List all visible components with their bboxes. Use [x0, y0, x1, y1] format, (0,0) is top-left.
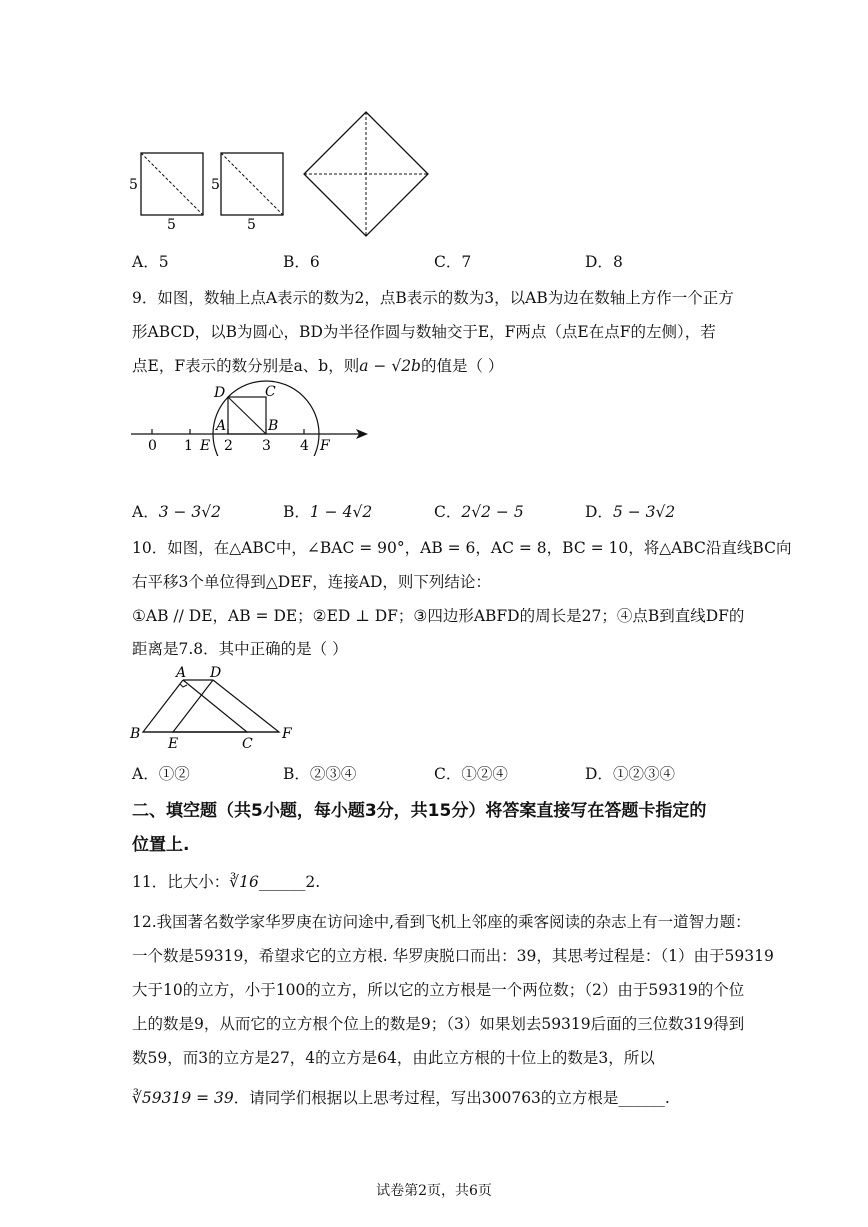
q9-tick-0: 0	[148, 438, 157, 454]
q9-label-d: D	[214, 385, 226, 401]
q8-square-1	[141, 153, 203, 215]
q10-line-4: 距离是7.8．其中正确的是（ ）	[132, 640, 348, 658]
q10-line-3: ①AB // DE，AB = DE；②ED ⊥ DF；③四边形ABFD的周长是27；④点B到直线DF的	[132, 607, 745, 625]
q9-option-a[interactable]: A．3 − 3√2	[132, 503, 222, 521]
q9-label-f: F	[320, 438, 330, 454]
q8-square-1-side-bottom: 5	[167, 217, 176, 233]
q10-label-f: F	[282, 726, 292, 742]
q10-line-1: 10．如图，在△ABC中，∠BAC = 90°，AB = 6，AC = 8，BC = 10，将△ABC沿直线BC向	[132, 539, 792, 557]
q9-figure	[125, 378, 375, 456]
section-2-heading-line-2: 位置上.	[132, 835, 190, 855]
q8-square-1-side-left: 5	[129, 177, 138, 193]
q9-tick-3: 3	[262, 438, 271, 454]
q8-option-b[interactable]: B．6	[283, 253, 320, 271]
q12-line-6	[132, 1086, 670, 1108]
q9-label-b: B	[268, 418, 279, 434]
q8-option-d[interactable]: D．8	[585, 253, 623, 271]
q9-tick-1: 1	[184, 438, 193, 454]
q9-option-d[interactable]: D．5 − 3√2	[585, 503, 676, 521]
q10-option-c[interactable]: C．①②④	[434, 765, 508, 783]
q11-line	[132, 870, 320, 892]
q10-figure	[125, 662, 305, 752]
q9-label-c: C	[265, 384, 276, 400]
q9-tick-4: 4	[300, 438, 309, 454]
q8-square-2-side-bottom: 5	[247, 217, 256, 233]
q9-label-a: A	[216, 418, 227, 434]
q8-option-c[interactable]: C．7	[434, 253, 472, 271]
q10-label-c: C	[242, 736, 253, 752]
q9-diagonal-bd	[228, 397, 266, 434]
q12-line-3: 大于10的立方，小于100的立方，所以它的立方根是一个两位数；（2）由于59319的个位	[132, 981, 745, 999]
q9-option-c[interactable]: C．2√2 − 5	[434, 503, 524, 521]
q10-line-2: 右平移3个单位得到△DEF，连接AD，则下列结论：	[132, 573, 491, 591]
q9-line-3	[132, 354, 503, 376]
q9-option-b[interactable]: B．1 − 4√2	[283, 503, 373, 521]
q9-label-e: E	[200, 438, 211, 454]
q9-tick-2: 2	[224, 438, 233, 454]
q9-line-3-b: 的值是（ ）	[420, 357, 504, 375]
q8-square-2-side-left: 5	[211, 177, 220, 193]
q10-option-d[interactable]: D．①②③④	[585, 765, 675, 783]
q10-option-a[interactable]: A．①②	[132, 765, 190, 783]
q12-cube-root-expression: ∛59319 = 39	[132, 1089, 234, 1107]
q12-line-4: 上的数是9，从而它的立方根个位上的数是9；（3）如果划去59319后面的三位数319得到	[132, 1015, 745, 1033]
q11-suffix: ______2.	[258, 873, 321, 891]
q12-line-1: 12.我国著名数学家华罗庚在访问途中,看到飞机上邻座的乘客阅读的杂志上有一道智力题：	[132, 913, 751, 931]
q12-line-6-text: ．请同学们根据以上思考过程，写出300763的立方根是______.	[233, 1089, 670, 1107]
q10-triangle-abc	[143, 680, 247, 732]
q10-label-d: D	[210, 665, 222, 681]
section-2-heading-line-1: 二、填空题（共5小题，每小题3分，共15分）将答案直接写在答题卡指定的	[132, 801, 707, 821]
q8-square-2-diagonal	[221, 153, 283, 215]
q9-line-3-a: 点E，F表示的数分别是a、b，则	[132, 357, 360, 375]
q10-label-b: B	[130, 726, 141, 742]
q9-line-1: 9．如图，数轴上点A表示的数为2，点B表示的数为3，以AB为边在数轴上方作一个正方	[132, 289, 734, 307]
q11-prefix: 11．比大小：	[132, 873, 230, 891]
q11-expression: ∛16	[229, 873, 259, 891]
q8-figure	[125, 105, 445, 240]
q9-expression: a − √2b	[359, 357, 421, 375]
page-footer: 试卷第2页，共6页	[376, 1183, 492, 1199]
q8-square-2	[221, 153, 283, 215]
q8-option-a[interactable]: A．5	[132, 253, 169, 271]
q9-line-2: 形ABCD，以B为圆心，BD为半径作圆与数轴交于E，F两点（点E在点F的左侧），若	[132, 323, 716, 341]
q12-line-2: 一个数是59319，希望求它的立方根. 华罗庚脱口而出：39，其思考过程是：（1）由于59319	[132, 947, 774, 965]
q8-square-1-diagonal	[141, 153, 203, 215]
q10-right-angle-mark	[180, 684, 187, 687]
q10-label-a: A	[176, 665, 187, 681]
q10-option-b[interactable]: B．②③④	[283, 765, 357, 783]
q10-triangle-def	[173, 680, 279, 732]
q10-label-e: E	[168, 736, 179, 752]
q12-line-5: 数59，而3的立方是27，4的立方是64，由此立方根的十位上的数是3，所以	[132, 1049, 655, 1067]
